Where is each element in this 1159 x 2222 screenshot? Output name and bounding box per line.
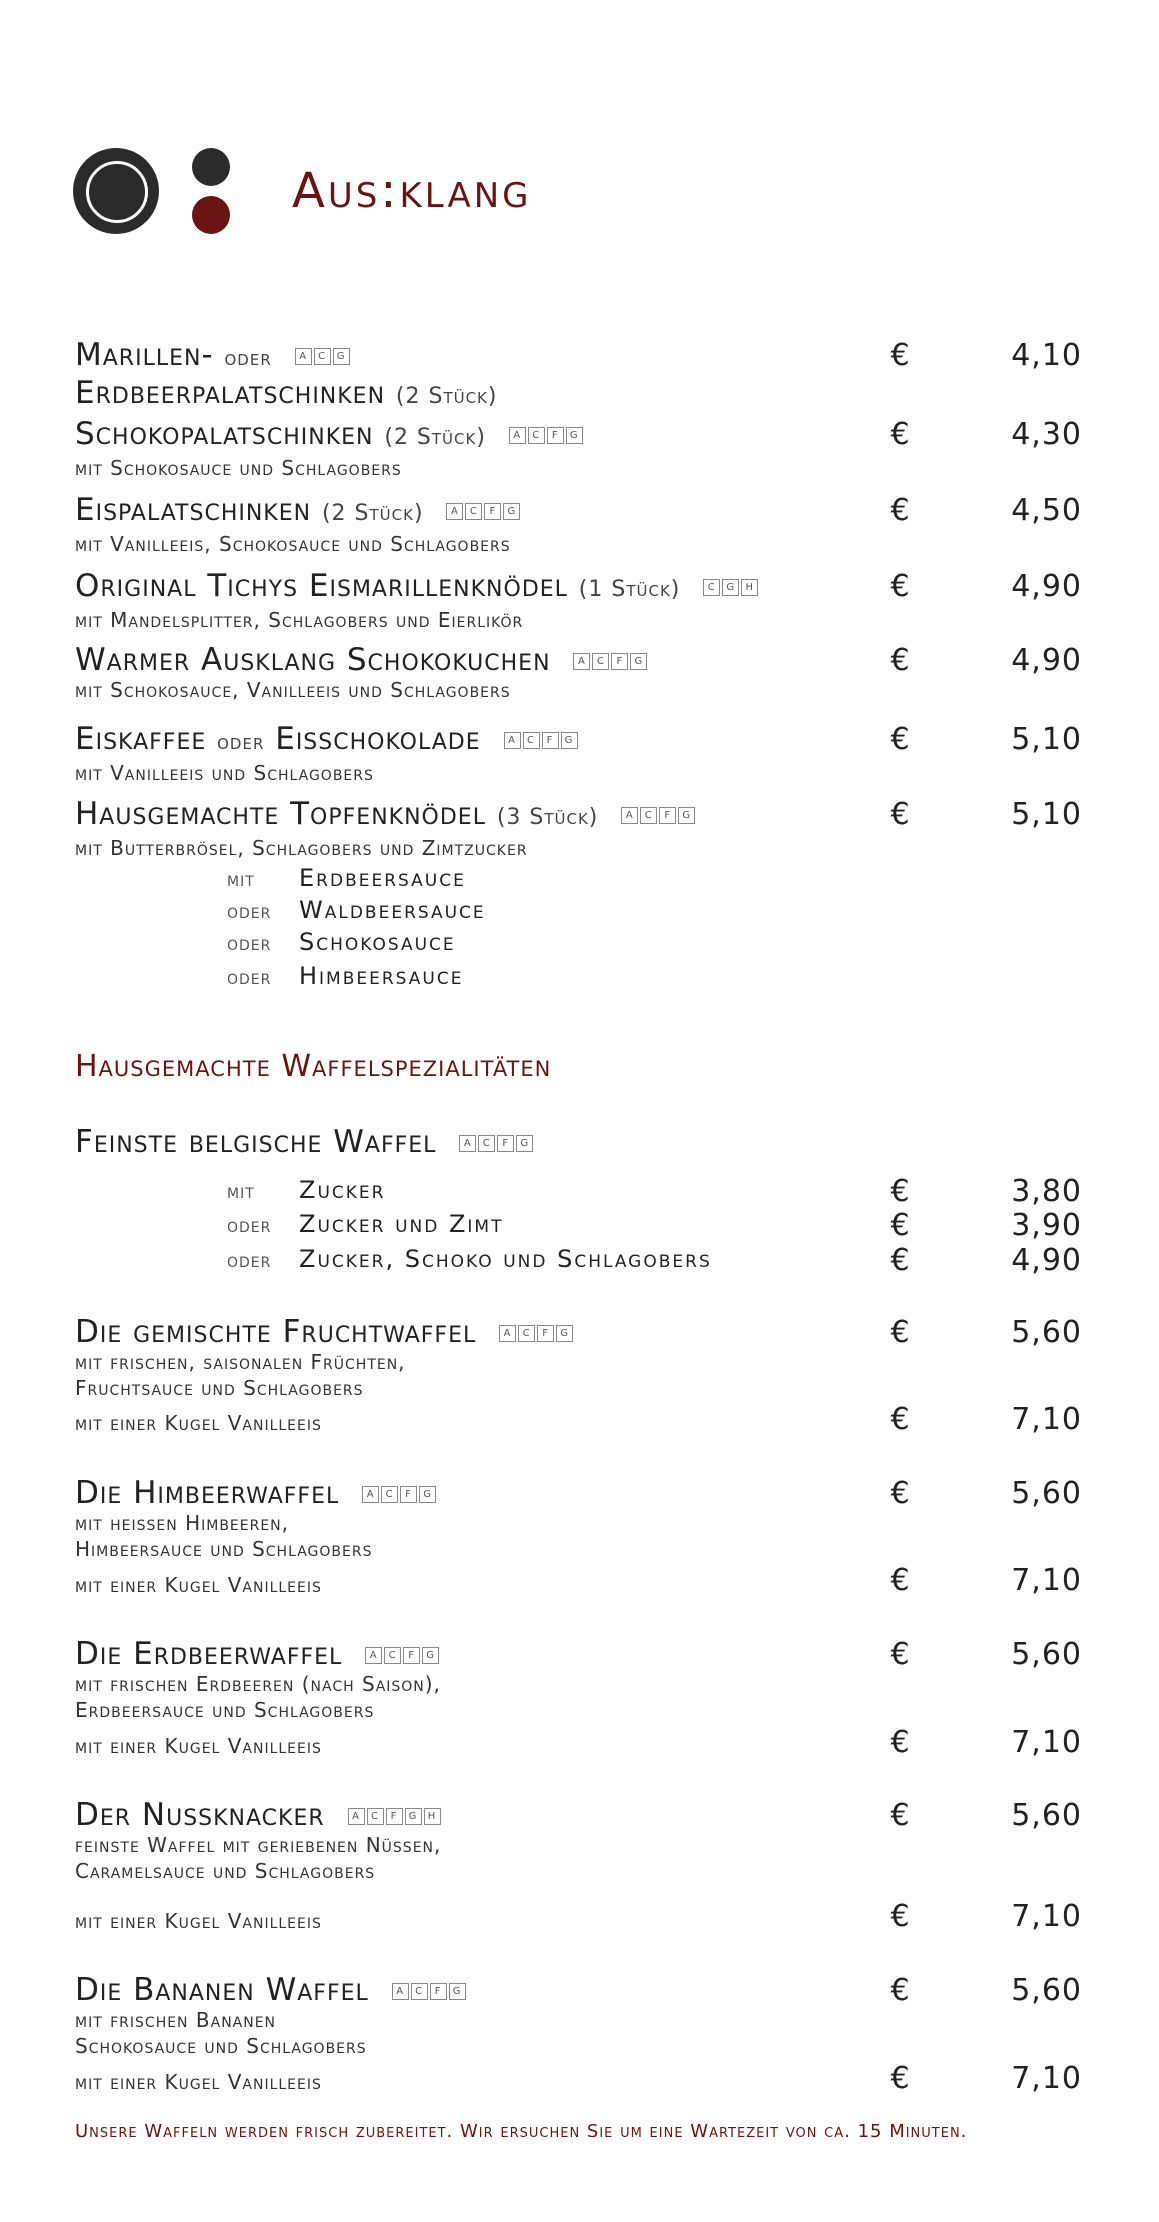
footer-note: Unsere Waffeln werden frisch zubereitet. Wir ersuchen Sie um eine Wartezeit von ca. 15 Minuten. (75, 2121, 968, 2142)
euro-sign: € (890, 1315, 910, 1350)
euro-sign: € (890, 1899, 910, 1934)
menu-item-belgische-waffel (75, 1125, 1085, 1159)
allergen-codes: A C F G (573, 653, 649, 670)
item-price: 4,90 (1011, 569, 1082, 604)
item-price: 5,60 (1011, 1973, 1082, 2008)
item-title: Eispalatschinken (75, 492, 312, 528)
allergen-codes: A C F G (446, 503, 522, 520)
item-title-note: (2 Stück) (384, 425, 486, 450)
extra-price: 7,10 (1011, 1899, 1082, 1934)
item-title: Marillen- (75, 337, 214, 373)
item-title: Die Erdbeerwaffel (75, 1636, 343, 1672)
sauce-option: mit Erdbeersauce (227, 864, 466, 892)
euro-sign: € (890, 338, 910, 373)
logo (73, 148, 243, 238)
euro-sign: € (890, 797, 910, 832)
item-price: 4,90 (1011, 643, 1082, 678)
item-title: Die gemischte Fruchtwaffel (75, 1314, 477, 1350)
option-price: 3,80 (1011, 1174, 1082, 1209)
item-title-note: (2 Stück) (321, 501, 424, 526)
extra-label: mit einer Kugel Vanilleeis (75, 2070, 322, 2094)
logo-large-circle (73, 148, 159, 234)
sauce-option: oder Schokosauce (227, 928, 456, 956)
allergen-codes: A C F G (365, 1647, 441, 1664)
euro-sign: € (890, 2061, 910, 2096)
sauce-option: oder Waldbeersauce (227, 896, 486, 924)
item-title: Die Bananen Waffel (75, 1972, 369, 2008)
extra-price: 7,10 (1011, 1725, 1082, 1760)
item-description: Schokosauce und Schlagobers (75, 2034, 367, 2058)
euro-sign: € (890, 1402, 910, 1437)
euro-sign: € (890, 722, 910, 757)
extra-price: 7,10 (1011, 1402, 1082, 1437)
allergen-codes: A C F G H (348, 1808, 443, 1825)
item-title-connector: oder (224, 346, 272, 371)
topping-option: oder Zucker und Zimt (227, 1210, 504, 1238)
item-title-note: (3 Stück) (496, 805, 599, 830)
item-title-alt: Eisschokolade (275, 721, 481, 757)
item-price: 4,30 (1011, 417, 1082, 452)
item-title: Schokopalatschinken (75, 416, 374, 452)
euro-sign: € (890, 1174, 910, 1209)
section-title-waffles: Hausgemachte Waffelspezialitäten (75, 1049, 552, 1084)
item-title: Hausgemachte Topfenknödel (75, 796, 486, 832)
allergen-codes: A C F G (509, 427, 585, 444)
item-description: Caramelsauce und Schlagobers (75, 1859, 376, 1883)
logo-dot-red (192, 196, 230, 234)
euro-sign: € (890, 493, 910, 528)
euro-sign: € (890, 417, 910, 452)
allergen-codes: A C F G (504, 732, 580, 749)
item-title-note: (1 Stück) (578, 577, 681, 602)
allergen-codes: A C G (295, 348, 352, 365)
item-price: 5,60 (1011, 1637, 1082, 1672)
euro-sign: € (890, 1476, 910, 1511)
euro-sign: € (890, 1973, 910, 2008)
allergen-codes: A C F G (459, 1135, 535, 1152)
allergen-codes: A C F G (499, 1325, 575, 1342)
euro-sign: € (890, 1243, 910, 1278)
topping-option: oder Zucker, Schoko und Schlagobers (227, 1245, 712, 1273)
item-title: Eiskaffee (75, 721, 207, 757)
item-description: mit Schokosauce und Schlagobers (75, 456, 402, 480)
euro-sign: € (890, 643, 910, 678)
item-price: 5,60 (1011, 1315, 1082, 1350)
allergen-codes: C G H (703, 579, 760, 596)
item-description: mit frischen, saisonalen Früchten, (75, 1350, 406, 1374)
item-title-line2: Erdbeerpalatschinken (75, 375, 386, 411)
item-description: mit heissen Himbeeren, (75, 1511, 290, 1535)
item-price: 5,10 (1011, 722, 1082, 757)
item-description: mit Schokosauce, Vanilleeis und Schlagobers (75, 678, 511, 702)
extra-price: 7,10 (1011, 2061, 1082, 2096)
item-price: 5,60 (1011, 1798, 1082, 1833)
extra-label: mit einer Kugel Vanilleeis (75, 1734, 322, 1758)
euro-sign: € (890, 1637, 910, 1672)
item-description: mit Vanilleeis, Schokosauce und Schlagobers (75, 532, 511, 556)
sauce-option: oder Himbeersauce (227, 962, 464, 990)
option-price: 4,90 (1011, 1243, 1082, 1278)
euro-sign: € (890, 1798, 910, 1833)
item-description: Fruchtsauce und Schlagobers (75, 1376, 364, 1400)
brand-title: Aus:klang (292, 163, 532, 219)
item-description: mit Vanilleeis und Schlagobers (75, 761, 374, 785)
item-description: Erdbeersauce und Schlagobers (75, 1698, 375, 1722)
item-title: Feinste belgische Waffel (75, 1124, 437, 1160)
euro-sign: € (890, 1725, 910, 1760)
item-title: Der Nussknacker (75, 1797, 325, 1833)
item-description: mit Butterbrösel, Schlagobers und Zimtzucker (75, 836, 528, 860)
allergen-codes: A C F G (392, 1983, 468, 2000)
item-price: 4,10 (1011, 338, 1082, 373)
extra-label: mit einer Kugel Vanilleeis (75, 1411, 322, 1435)
item-price: 5,60 (1011, 1476, 1082, 1511)
item-title-note: (2 Stück) (395, 384, 498, 409)
topping-option: mit Zucker (227, 1176, 386, 1204)
item-title: Die Himbeerwaffel (75, 1475, 340, 1511)
extra-price: 7,10 (1011, 1563, 1082, 1598)
euro-sign: € (890, 1208, 910, 1243)
option-price: 3,90 (1011, 1208, 1082, 1243)
item-title: Warmer Ausklang Schokokuchen (75, 642, 551, 678)
euro-sign: € (890, 1563, 910, 1598)
item-price: 4,50 (1011, 493, 1082, 528)
extra-label: mit einer Kugel Vanilleeis (75, 1909, 322, 1933)
allergen-codes: A C F G (621, 807, 697, 824)
extra-label: mit einer Kugel Vanilleeis (75, 1573, 322, 1597)
euro-sign: € (890, 569, 910, 604)
item-description: Himbeersauce und Schlagobers (75, 1537, 373, 1561)
item-description: mit frischen Bananen (75, 2008, 277, 2032)
item-title-connector: oder (217, 730, 265, 755)
item-price: 5,10 (1011, 797, 1082, 832)
item-description: feinste Waffel mit geriebenen Nüssen, (75, 1833, 442, 1857)
item-title: Original Tichys Eismarillenknödel (75, 568, 568, 604)
allergen-codes: A C F G (362, 1486, 438, 1503)
item-description: mit Mandelsplitter, Schlagobers und Eierlikör (75, 608, 524, 632)
item-description: mit frischen Erdbeeren (nach Saison), (75, 1672, 441, 1696)
logo-dot-dark (192, 148, 230, 186)
